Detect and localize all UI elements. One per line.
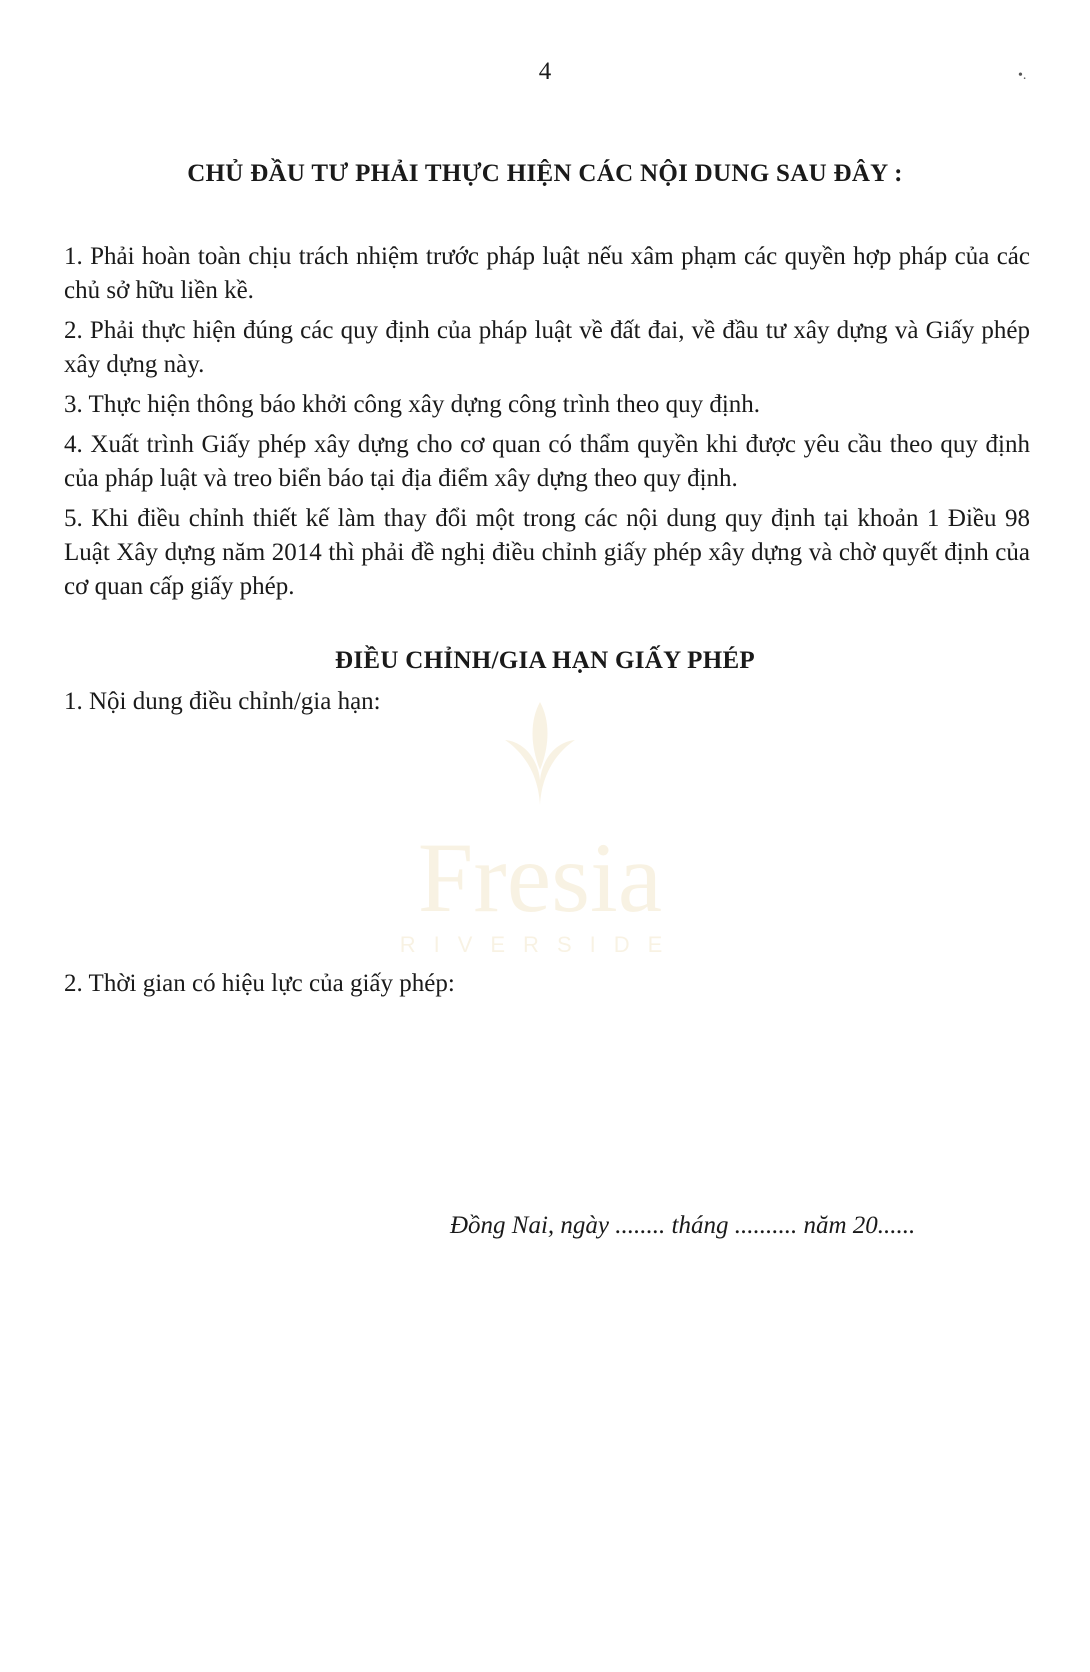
list-item: 5. Khi điều chỉnh thiết kế làm thay đổi một trong các nội dung quy định tại khoản 1 Điều 98 Luật Xây dựng năm 2014 thì phải đề nghị điều chỉnh giấy phép xây dựng và chờ quyết định của cơ quan cấp giấy phép. [64,505,1030,600]
section-heading-adjustment: ĐIỀU CHỈNH/GIA HẠN GIẤY PHÉP [334,647,755,674]
list-item: 3. Thực hiện thông báo khởi công xây dựng công trình theo quy định. [64,391,761,418]
watermark-brand-name: Fresia [417,822,663,933]
place-date-line: Đồng Nai, ngày ........ tháng .......... năm 20...... [450,1212,916,1239]
page-number: 4 [538,58,552,85]
obligations-list [64,240,1030,610]
list-item: 4. Xuất trình Giấy phép xây dựng cho cơ quan có thẩm quyền khi được yêu cầu theo quy định của pháp luật và treo biển báo tại địa điểm xây dựng theo quy định. [64,431,1030,492]
validity-period-label: 2. Thời gian có hiệu lực của giấy phép: [64,970,455,997]
list-item: 2. Phải thực hiện đúng các quy định của pháp luật về đất đai, về đầu tư xây dựng và Giấy phép xây dựng này. [64,317,1030,378]
list-item: 1. Phải hoàn toàn chịu trách nhiệm trước pháp luật nếu xâm phạm các quyền hợp pháp của các chủ sở hữu liền kề. [64,243,1030,304]
watermark-brand-subtitle: RIVERSIDE [399,932,681,957]
fresia-watermark [390,700,690,980]
adjustment-content-label: 1. Nội dung điều chỉnh/gia hạn: [64,688,381,715]
section-heading-investor-obligations: CHỦ ĐẦU TƯ PHẢI THỰC HIỆN CÁC NỘI DUNG SAU ĐÂY : [187,160,903,187]
flower-logo-icon [500,700,580,810]
scan-mark: •. [1018,68,1027,83]
